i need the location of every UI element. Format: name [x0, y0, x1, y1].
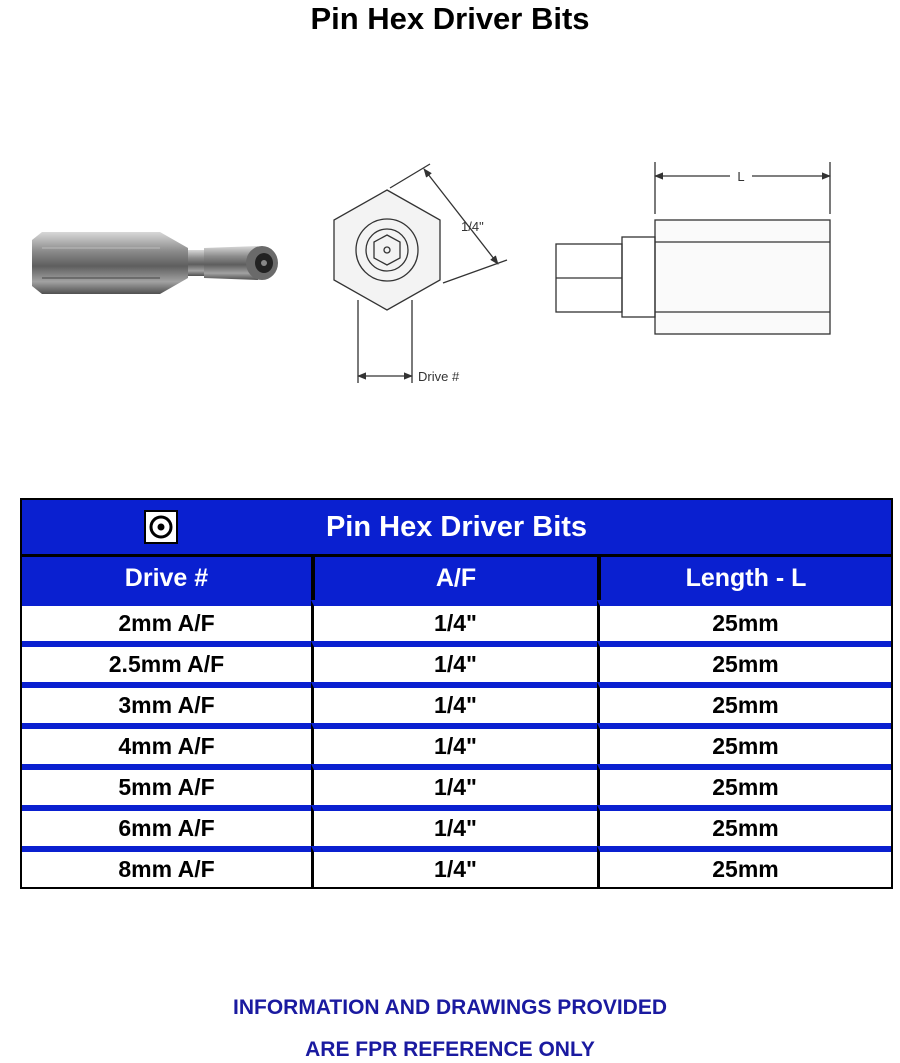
column-header-length: Length - L — [597, 557, 891, 600]
spec-table — [20, 498, 893, 889]
af-cell: 1/4" — [311, 805, 597, 846]
table-row — [22, 723, 891, 764]
table-row — [22, 764, 891, 805]
end-view-drawing — [334, 164, 507, 383]
af-cell: 1/4" — [311, 723, 597, 764]
af-cell: 1/4" — [311, 641, 597, 682]
pin-hex-socket-icon — [144, 510, 178, 544]
table-row — [22, 600, 891, 641]
driver-bit-photo — [32, 232, 278, 294]
length-cell: 25mm — [597, 764, 891, 805]
af-cell: 1/4" — [311, 600, 597, 641]
length-cell: 25mm — [597, 805, 891, 846]
length-cell: 25mm — [597, 723, 891, 764]
dim-af-label: 1/4" — [461, 219, 484, 234]
af-cell: 1/4" — [311, 764, 597, 805]
drive-cell: 6mm A/F — [22, 805, 311, 846]
drive-cell: 3mm A/F — [22, 682, 311, 723]
side-view-drawing — [556, 162, 830, 334]
length-cell: 25mm — [597, 846, 891, 887]
table-row — [22, 641, 891, 682]
drive-cell: 4mm A/F — [22, 723, 311, 764]
dim-drive-label: Drive # — [418, 369, 460, 384]
column-header-af: A/F — [311, 557, 597, 600]
af-cell: 1/4" — [311, 682, 597, 723]
page-title: Pin Hex Driver Bits — [310, 1, 590, 36]
af-cell: 1/4" — [311, 846, 597, 887]
table-banner-title: Pin Hex Driver Bits — [325, 511, 588, 543]
length-cell: 25mm — [597, 682, 891, 723]
table-header-row — [22, 557, 891, 600]
footer-notice-line-2: ARE FPR REFERENCE ONLY — [305, 1038, 595, 1061]
table-banner-row — [22, 500, 891, 557]
technical-drawings — [0, 150, 900, 400]
table-banner — [22, 500, 891, 557]
drive-cell: 2mm A/F — [22, 600, 311, 641]
drive-cell: 2.5mm A/F — [22, 641, 311, 682]
table-row — [22, 682, 891, 723]
table-row — [22, 805, 891, 846]
dim-length-label: L — [737, 169, 745, 184]
length-cell: 25mm — [597, 600, 891, 641]
table-row — [22, 846, 891, 887]
drive-cell: 5mm A/F — [22, 764, 311, 805]
footer-notice-line-1: INFORMATION AND DRAWINGS PROVIDED — [233, 996, 667, 1019]
length-cell: 25mm — [597, 641, 891, 682]
column-header-drive: Drive # — [22, 557, 311, 600]
drive-cell: 8mm A/F — [22, 846, 311, 887]
